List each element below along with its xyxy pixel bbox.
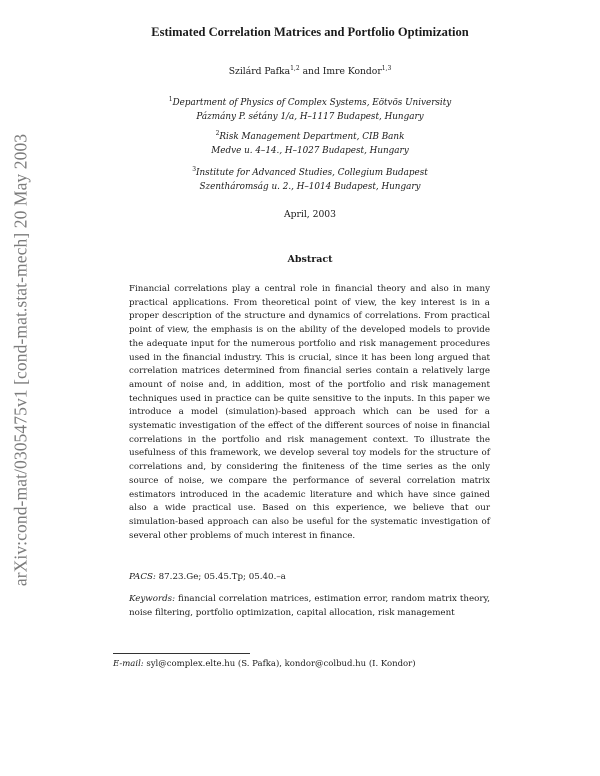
abstract-text: Financial correlations play a central role in financial theory and also in many practical applications. From theoretical point of view, the key interest is in a proper description of the structure and dynamics of correlations. From practical point of view, the emphasis is on the ability of the developed models to provide the adequate input for the numerous portfolio and risk management procedures used in the financial industry. This is crucial, since it has been long argued that correlation matrices determined from financial series contain a relatively large amount of noise and, in addition, most of the portfolio and risk management techniques used in practice can be quite sensitive to the inputs. In this paper we introduce a model (simulation)-based approach which can be used for a systematic investigation of the effect of the different sources of noise in financial correlations in the portfolio and risk management context. To illustrate the usefulness of this framework, we develop several toy models for the structure of correlations and, by considering the finiteness of the time series as the only source of noise, we compare the performance of several correlation matrix estimators introduced in the academic literature and which have since gained also a wide practical use. Based on this experience, we believe that our simulation-based approach can also be useful for the systematic investigation of several other problems of much interest in finance.: [129, 284, 490, 541]
affiliation-name: Department of Physics of Complex Systems, Eötvös University: [172, 97, 452, 108]
keywords-label: Keywords:: [129, 594, 176, 604]
abstract-heading: Abstract: [287, 254, 333, 265]
affiliation-2: [60, 127, 560, 158]
author-list: [60, 65, 560, 77]
affiliation-name: Risk Management Department, CIB Bank: [219, 131, 405, 142]
affiliation-address: Szentháromság u. 2., H–1014 Budapest, Hungary: [199, 181, 421, 192]
affiliation-address: Pázmány P. sétány 1/a, H–1117 Budapest, Hungary: [196, 111, 424, 122]
publication-date: April, 2003: [283, 209, 336, 220]
paper-title: Estimated Correlation Matrices and Portfolio Optimization: [151, 25, 469, 39]
author-joiner: and: [302, 66, 320, 78]
affiliation-number: 2: [215, 130, 220, 137]
affiliation-name: Institute for Advanced Studies, Collegium Budapest: [196, 167, 428, 178]
affiliation-3: [60, 163, 560, 194]
author-name: Szilárd Pafka: [228, 66, 291, 78]
pacs-codes: 87.23.Ge; 05.45.Tp; 05.40.–a: [158, 572, 286, 582]
arxiv-identifier: arXiv:cond-mat/0305475v1 [cond-mat.stat-mech] 20 May 2003: [10, 133, 31, 587]
pacs-label: PACS:: [129, 572, 156, 582]
author-name: Imre Kondor: [322, 66, 382, 78]
affiliation-1: [60, 93, 560, 124]
affiliation-address: Medve u. 4–14., H–1027 Budapest, Hungary: [211, 145, 409, 156]
footnote-rule: [113, 653, 250, 654]
email-addresses: syl@complex.elte.hu (S. Pafka), kondor@colbud.hu (I. Kondor): [146, 659, 416, 669]
author-affil-ref: 1,3: [381, 65, 392, 72]
arxiv-side-stamp: [4, 100, 38, 620]
pacs-line: [129, 572, 490, 582]
affiliation-number: 3: [192, 166, 197, 173]
affiliation-number: 1: [168, 96, 173, 103]
email-label: E-mail:: [113, 659, 144, 669]
footnote-email: [113, 659, 416, 669]
keywords-list: financial correlation matrices, estimation error, random matrix theory, noise filtering, portfolio optimization, capital allocation, risk management: [129, 594, 490, 618]
keywords-line: [129, 593, 490, 620]
author-affil-ref: 1,2: [290, 65, 300, 72]
